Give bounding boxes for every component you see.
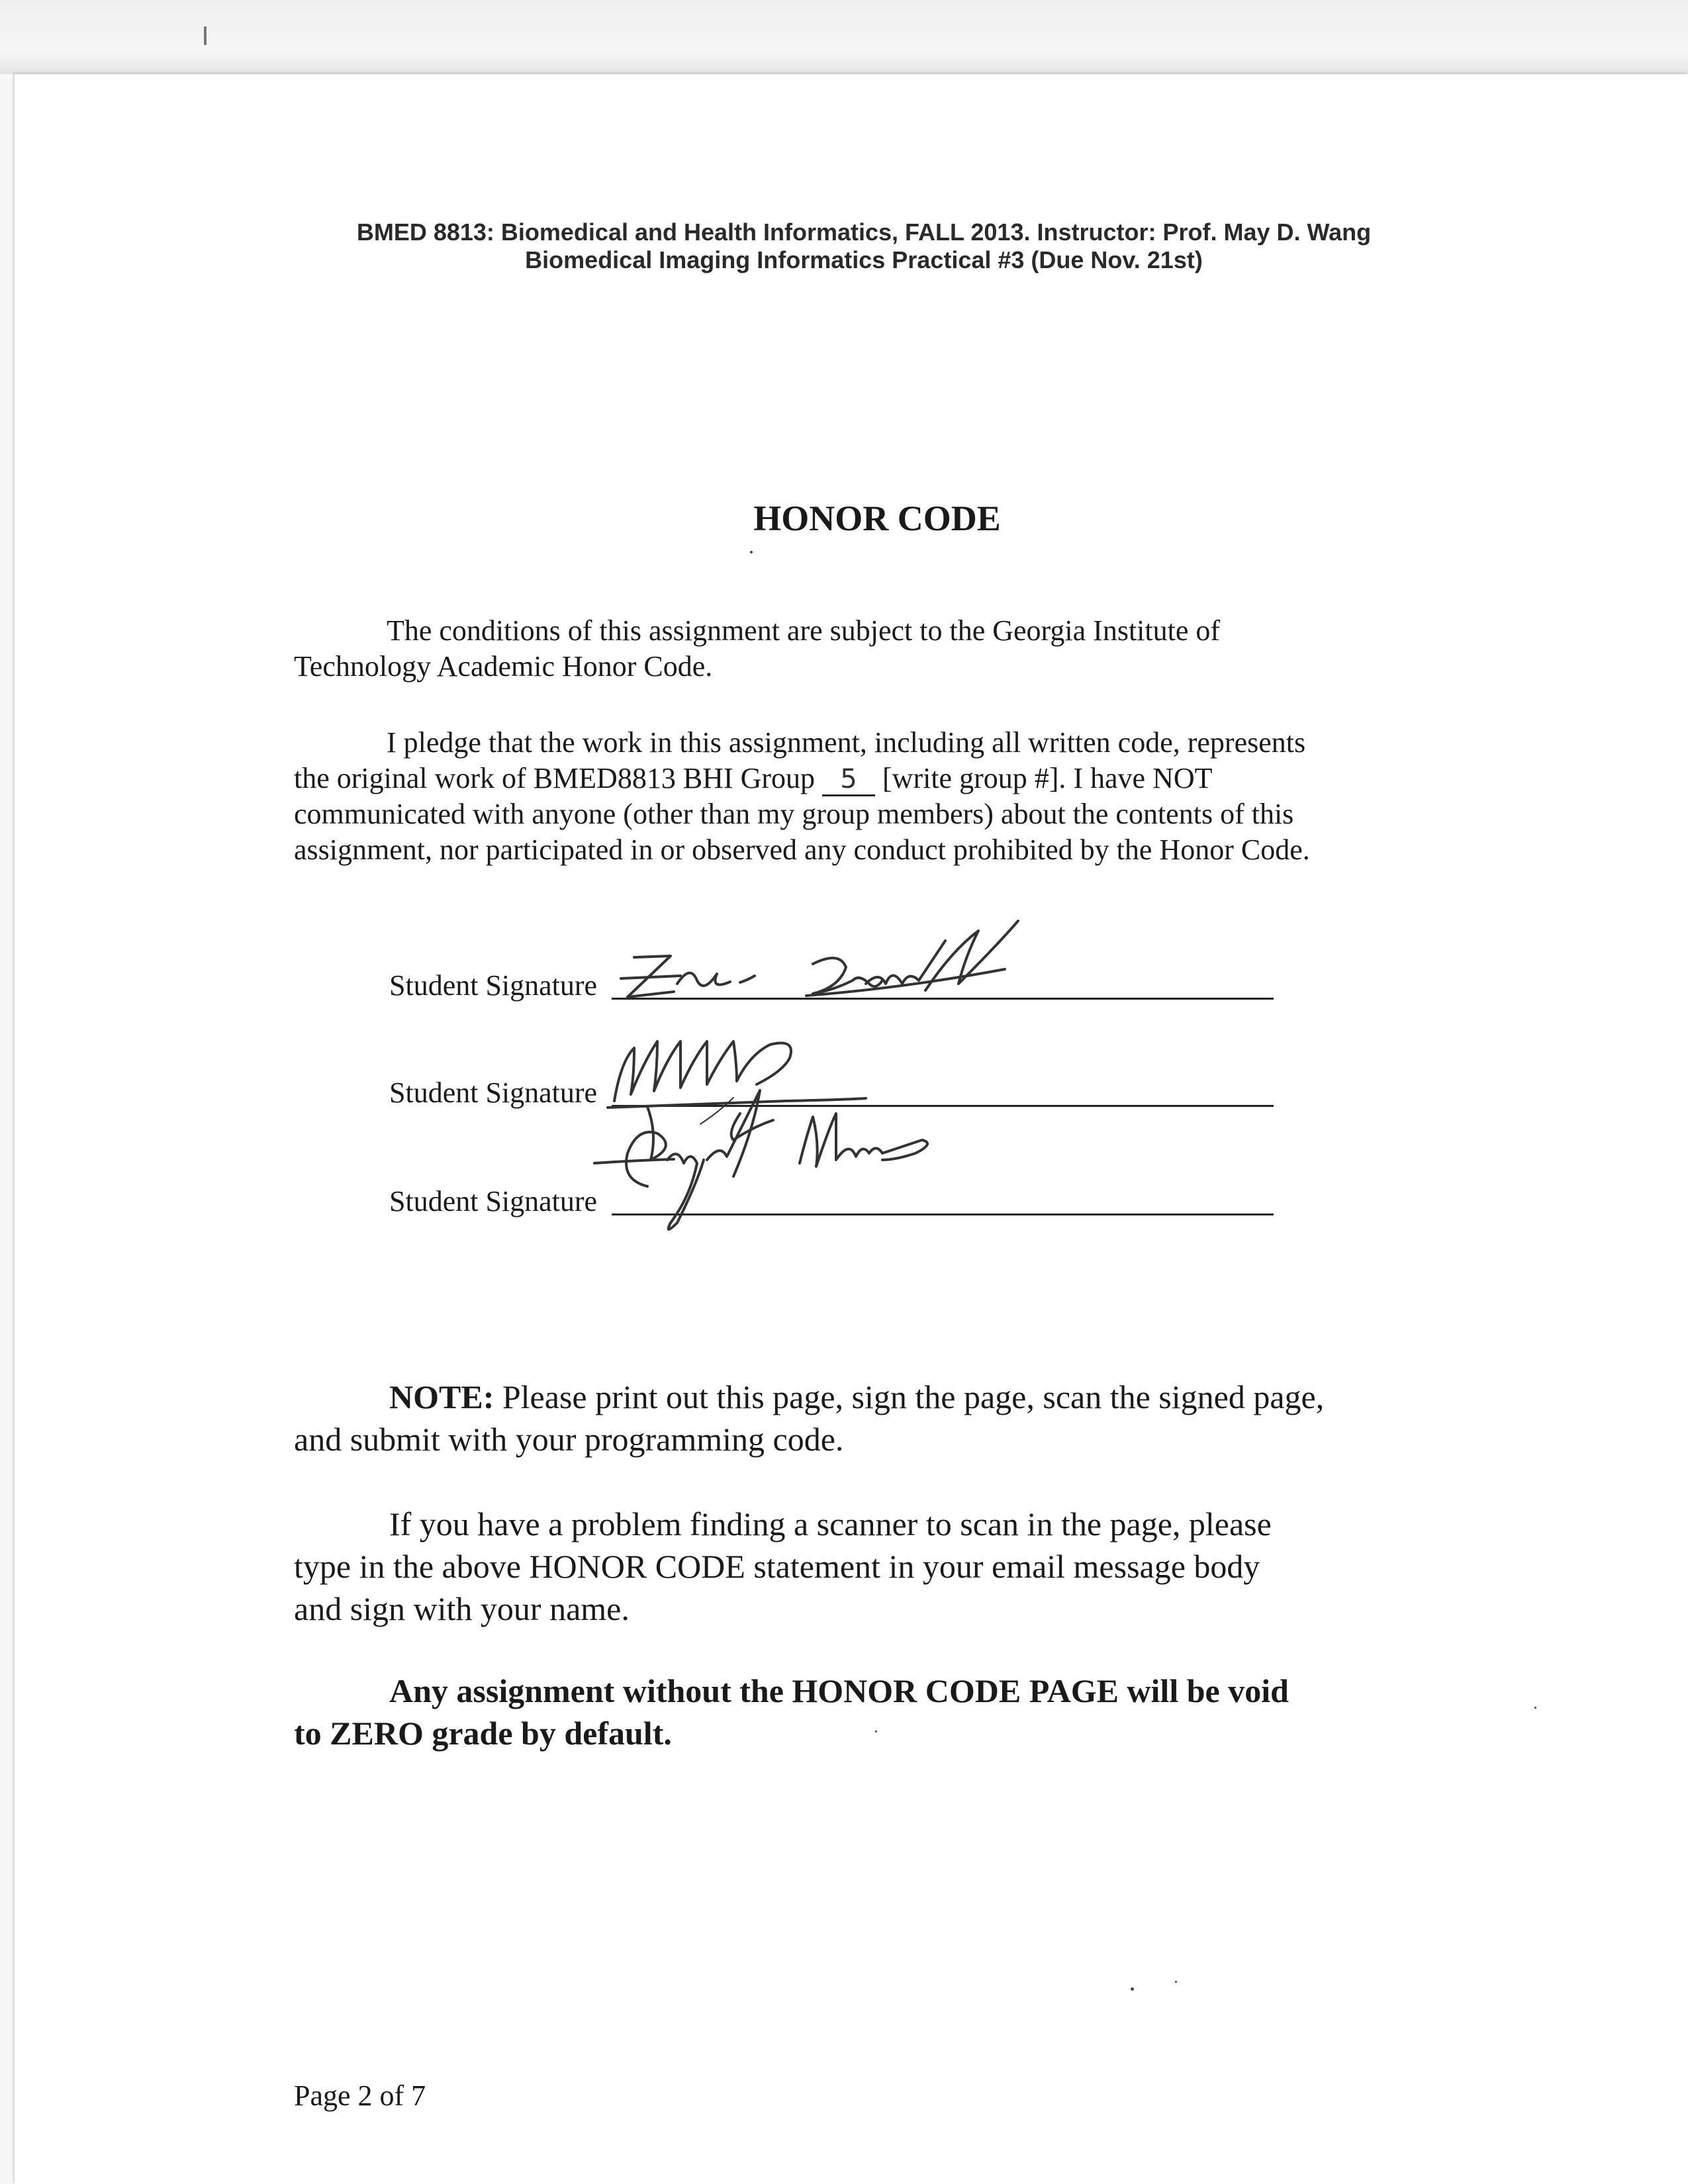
paragraph-line: The conditions of this assignment are subject to the Georgia Institute of bbox=[387, 614, 1221, 647]
course-header-line-1: BMED 8813: Biomedical and Health Informatics, FALL 2013. Instructor: Prof. May D. Wang bbox=[356, 218, 1372, 246]
paragraph-line: type in the above HONOR CODE statement in your email message body bbox=[294, 1548, 1260, 1585]
note-line bbox=[294, 1376, 1324, 1418]
scan-artifact-mark bbox=[204, 26, 207, 45]
paragraph-line: Technology Academic Honor Code. bbox=[294, 650, 713, 683]
note-paragraph bbox=[294, 1376, 1324, 1460]
group-number-field[interactable]: 5 bbox=[822, 764, 875, 796]
pledge-text-after-group: [write group #]. I have NOT bbox=[875, 762, 1213, 794]
note-line: and submit with your programming code. bbox=[294, 1421, 844, 1458]
zero-grade-warning bbox=[294, 1670, 1289, 1754]
warning-line: Any assignment without the HONOR CODE PAGE will be void bbox=[389, 1672, 1289, 1709]
paragraph-line: assignment, nor participated in or observed any conduct prohibited by the Honor Code. bbox=[294, 833, 1310, 866]
page-title: HONOR CODE bbox=[753, 499, 1001, 538]
note-text: Please print out this page, sign the page, scan the signed page, bbox=[494, 1378, 1325, 1415]
paragraph-line: I pledge that the work in this assignment, including all written code, represents bbox=[387, 726, 1306, 759]
page-number: Page 2 of 7 bbox=[294, 2079, 426, 2112]
pledge-text-before-group: the original work of BMED8813 BHI Group bbox=[294, 762, 823, 794]
scan-speck bbox=[1175, 1981, 1177, 1983]
honor-code-conditions-paragraph bbox=[294, 613, 1220, 685]
signature-label: Student Signature bbox=[389, 1076, 598, 1109]
course-header-line-2: Biomedical Imaging Informatics Practical #3 (Due Nov. 21st) bbox=[525, 246, 1203, 273]
note-label: NOTE: bbox=[389, 1378, 494, 1415]
paragraph-line: and sign with your name. bbox=[294, 1590, 630, 1627]
pledge-paragraph bbox=[294, 725, 1310, 868]
paragraph-line: communicated with anyone (other than my group members) about the contents of this bbox=[294, 798, 1294, 830]
scanner-instructions-paragraph bbox=[294, 1503, 1272, 1630]
signature-row-1 bbox=[389, 931, 1316, 1010]
warning-line: to ZERO grade by default. bbox=[294, 1715, 672, 1752]
scan-speck bbox=[1131, 1987, 1134, 1991]
scan-speck bbox=[750, 551, 753, 553]
scan-speck bbox=[1534, 1707, 1536, 1709]
signature-label: Student Signature bbox=[389, 1185, 598, 1217]
handwritten-signature-3 bbox=[608, 1087, 1071, 1233]
signature-row-3 bbox=[389, 1147, 1316, 1226]
handwritten-signature-1 bbox=[608, 918, 1071, 1017]
signature-label: Student Signature bbox=[389, 969, 598, 1002]
scanner-bed-edge bbox=[0, 0, 1688, 74]
paragraph-line bbox=[294, 761, 1310, 796]
paragraph-line: If you have a problem finding a scanner to scan in the page, please bbox=[389, 1505, 1272, 1543]
